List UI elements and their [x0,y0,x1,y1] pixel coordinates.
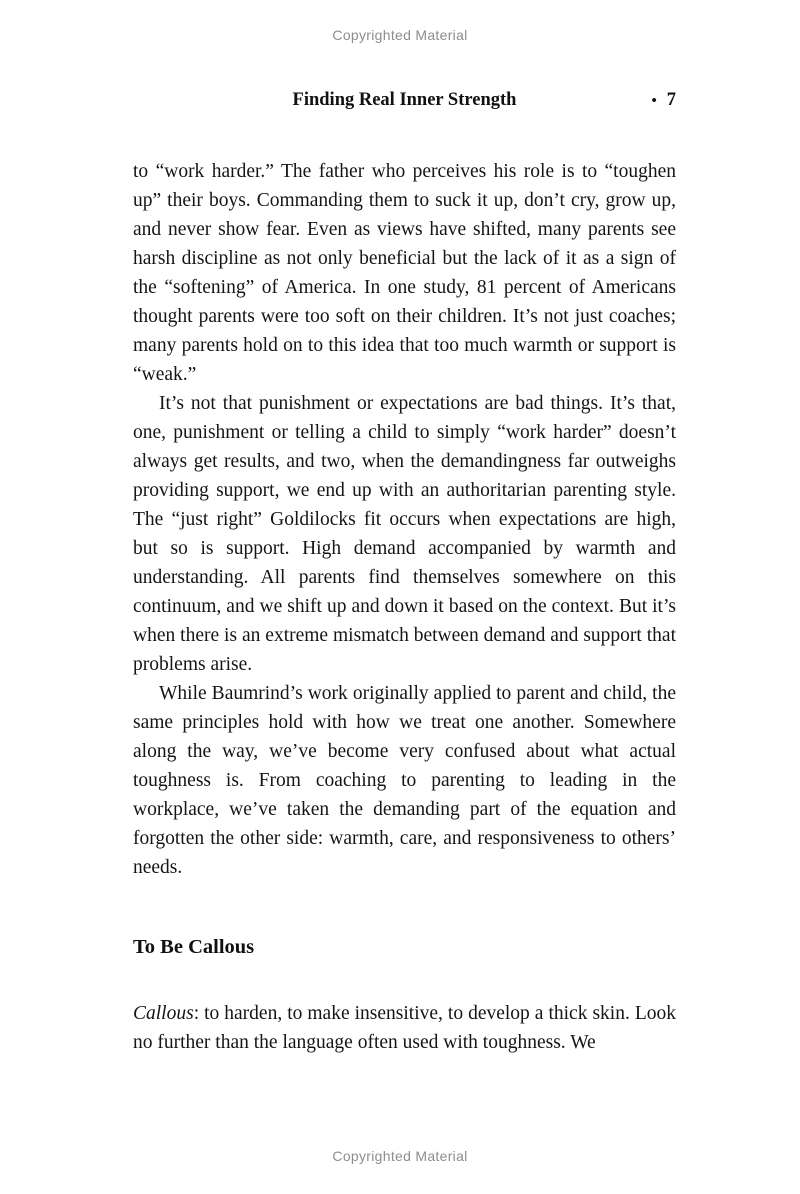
header-page-indicator [651,90,676,111]
paragraph [133,999,676,1057]
italic-term: Callous [133,1003,194,1024]
page-number: 7 [666,90,676,110]
paragraph: While Baumrind’s work originally applied to parent and child, the same principles hold with how we treat one another. Somewhere along the way, we’ve become very confused about what actual toughness is. From coaching to parenting to leading in the workplace, we’ve taken the demanding part of the equation and forgotten the other side: warmth, care, and responsiveness to others’ needs. [133,683,676,878]
copyright-notice-bottom: Copyrighted Material [332,1148,468,1164]
page-body [133,157,676,1057]
header-bullet: • [651,93,657,109]
paragraph: to “work harder.” The father who perceives his role is to “toughen up” their boys. Commanding them to suck it up, don’t cry, grow up, and never show fear. Even as views have shifted, many parents see harsh discipline as not only beneficial but the lack of it as a sign of the “softening” of America. In one study, 81 percent of Americans thought parents were too soft on their children. It’s not just coaches; many parents hold on to this idea that too much warmth or support is “weak.” [133,161,676,385]
section-heading: To Be Callous [133,936,255,958]
paragraph: It’s not that punishment or expectations are bad things. It’s that, one, punishment or telling a child to simply “work harder” doesn’t always get results, and two, when the demandingness far outweighs providing support, we end up with an authoritarian parenting style. The “just right” Goldilocks fit occurs when expectations are high, but so is support. High demand accompanied by warmth and understanding. All parents find themselves somewhere on this continuum, and we shift up and down it based on the context. But it’s when there is an extreme mismatch between demand and support that problems arise. [133,393,676,675]
chapter-title: Finding Real Inner Strength [292,90,517,110]
copyright-notice-top: Copyrighted Material [332,27,468,43]
running-header [133,90,676,114]
paragraph-text: : to harden, to make insensitive, to develop a thick skin. Look no further than the language often used with toughness. We [133,1003,676,1053]
